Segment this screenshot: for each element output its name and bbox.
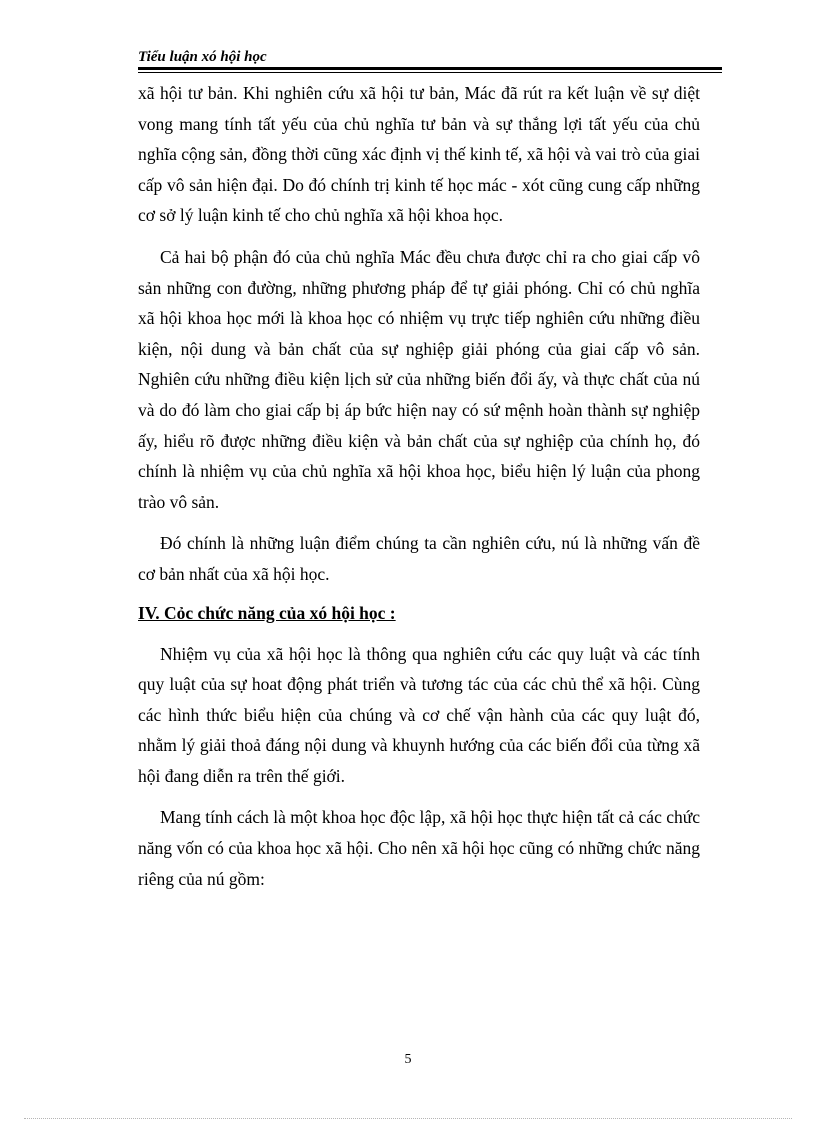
page-number: 5 [404, 1052, 412, 1067]
header-rule-thick [138, 67, 722, 70]
page-header [138, 48, 722, 73]
header-title: Tiểu luận xó hội học [138, 49, 267, 65]
page-bottom-border [24, 1118, 792, 1119]
header-rule-thin [138, 72, 722, 73]
document-body [138, 78, 700, 905]
section-heading: IV. Cỏc chức năng của xó hội học : [138, 602, 396, 623]
paragraph-continuation: xã hội tư bản. Khi nghiên cứu xã hội tư bản, Mác đã rút ra kết luận về sự diệt vong mang tính tất yếu của chủ nghĩa tư bản và sự thắng lợi tất yếu của chủ nghĩa cộng sản, đồng thời cũng xác định vị thế kinh tế, xã hội và vai trò của giai cấp vô sản hiện đại. Do đó chính trị kinh tế học mác - xót cũng cung cấp những cơ sở lý luận kinh tế cho chủ nghĩa xã hội khoa học. [138, 83, 700, 226]
paragraph: Nhiệm vụ của xã hội học là thông qua nghiên cứu các quy luật và các tính quy luật của sự hoat động phát triển và tương tác của các chủ thể xã hội. Cùng các hình thức biểu hiện của chúng và cơ chế vận hành của các quy luật đó, nhằm lý giải thoả đáng nội dung và khuynh hướng của các biến đổi của từng xã hội đang diễn ra trên thế giới. [138, 643, 700, 786]
paragraph: Đó chính là những luận điểm chúng ta cần nghiên cứu, nú là những vấn đề cơ bản nhất của xã hội học. [138, 533, 700, 584]
paragraph: Mang tính cách là một khoa học độc lập, xã hội học thực hiện tất cả các chức năng vốn có của khoa học xã hội. Cho nên xã hội học cũng có những chức năng riêng của nú gồm: [138, 807, 700, 889]
paragraph: Cả hai bộ phận đó của chủ nghĩa Mác đều chưa được chỉ ra cho giai cấp vô sản những con đường, những phương pháp để tự giải phóng. Chỉ có chủ nghĩa xã hội khoa học mới là khoa học có nhiệm vụ trực tiếp nghiên cứu những điều kiện, nội dung và bản chất của sự nghiệp giải phóng của giai cấp vô sản. Nghiên cứu những điều kiện lịch sử của những biến đổi ấy, và thực chất của nú và do đó làm cho giai cấp bị áp bức hiện nay có sứ mệnh hoàn thành sự nghiệp ấy, hiểu rõ được những điều kiện và bản chất của sự nghiệp của chính họ, đó chính là nhiệm vụ của chủ nghĩa xã hội khoa học, biểu hiện lý luận của phong trào vô sản. [138, 246, 700, 512]
